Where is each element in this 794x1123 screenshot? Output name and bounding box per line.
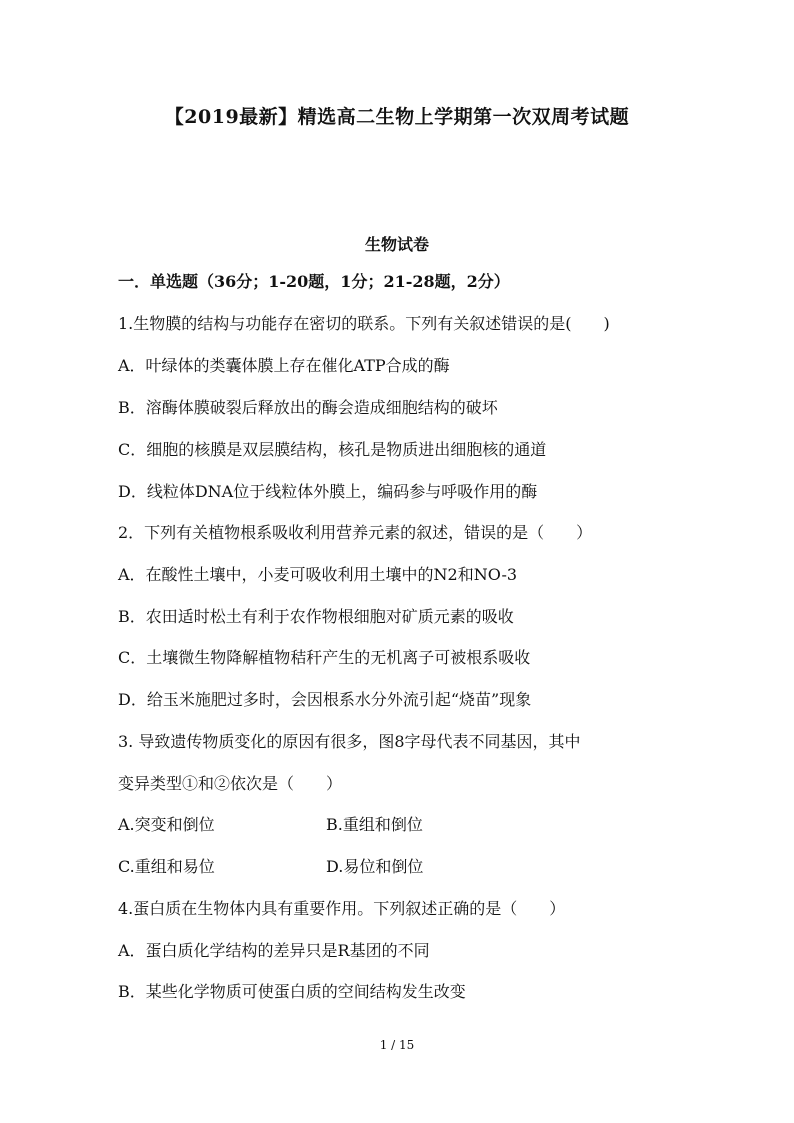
page-number: 1 / 15 [379,1038,415,1052]
question-3-options-row-2 [118,856,424,878]
question-4-option-b: B．某些化学物质可使蛋白质的空间结构发生改变 [118,982,466,1001]
question-1-option-c: C．细胞的核膜是双层膜结构，核孔是物质进出细胞核的通道 [118,440,547,459]
question-3-option-b: B.重组和倒位 [326,815,423,834]
question-2-stem: 2．下列有关植物根系吸收利用营养元素的叙述，错误的是（ ） [118,523,593,542]
question-3-option-d: D.易位和倒位 [326,857,424,876]
question-3-option-a: A.突变和倒位 [118,815,215,834]
document-title: 【2019最新】精选高二生物上学期第一次双周考试题 [164,106,630,128]
question-2-option-b: B．农田适时松土有利于农作物根细胞对矿质元素的吸收 [118,607,514,626]
question-3-stem-line-1: 3. 导致遗传物质变化的原因有很多，图8字母代表不同基因，其中 [118,732,581,751]
question-1-option-b: B．溶酶体膜破裂后释放出的酶会造成细胞结构的破坏 [118,398,498,417]
question-4-option-a: A．蛋白质化学结构的差异只是R基团的不同 [118,941,430,960]
question-2-option-d: D．给玉米施肥过多时，会因根系水分外流引起“烧苗”现象 [118,690,532,709]
question-2-option-a: A．在酸性土壤中，小麦可吸收利用土壤中的N2和NO-3 [118,565,518,584]
question-1-option-d: D．线粒体DNA位于线粒体外膜上，编码参与呼吸作用的酶 [118,482,538,501]
question-3-option-c: C.重组和易位 [118,857,215,876]
question-3-stem-line-2: 变异类型①和②依次是（ ） [118,774,343,793]
question-3-options-row-1 [118,814,423,836]
paper-subtitle: 生物试卷 [364,235,429,254]
section-heading: 一．单选题（36分；1-20题，1分；21-28题，2分） [118,272,510,291]
question-4-stem: 4.蛋白质在生物体内具有重要作用。下列叙述正确的是（ ） [118,899,566,918]
question-2-option-c: C．土壤微生物降解植物秸秆产生的无机离子可被根系吸收 [118,648,531,667]
question-1-option-a: A．叶绿体的类囊体膜上存在催化ATP合成的酶 [118,356,450,375]
question-1-stem: 1.生物膜的结构与功能存在密切的联系。下列有关叙述错误的是( ) [118,314,610,333]
